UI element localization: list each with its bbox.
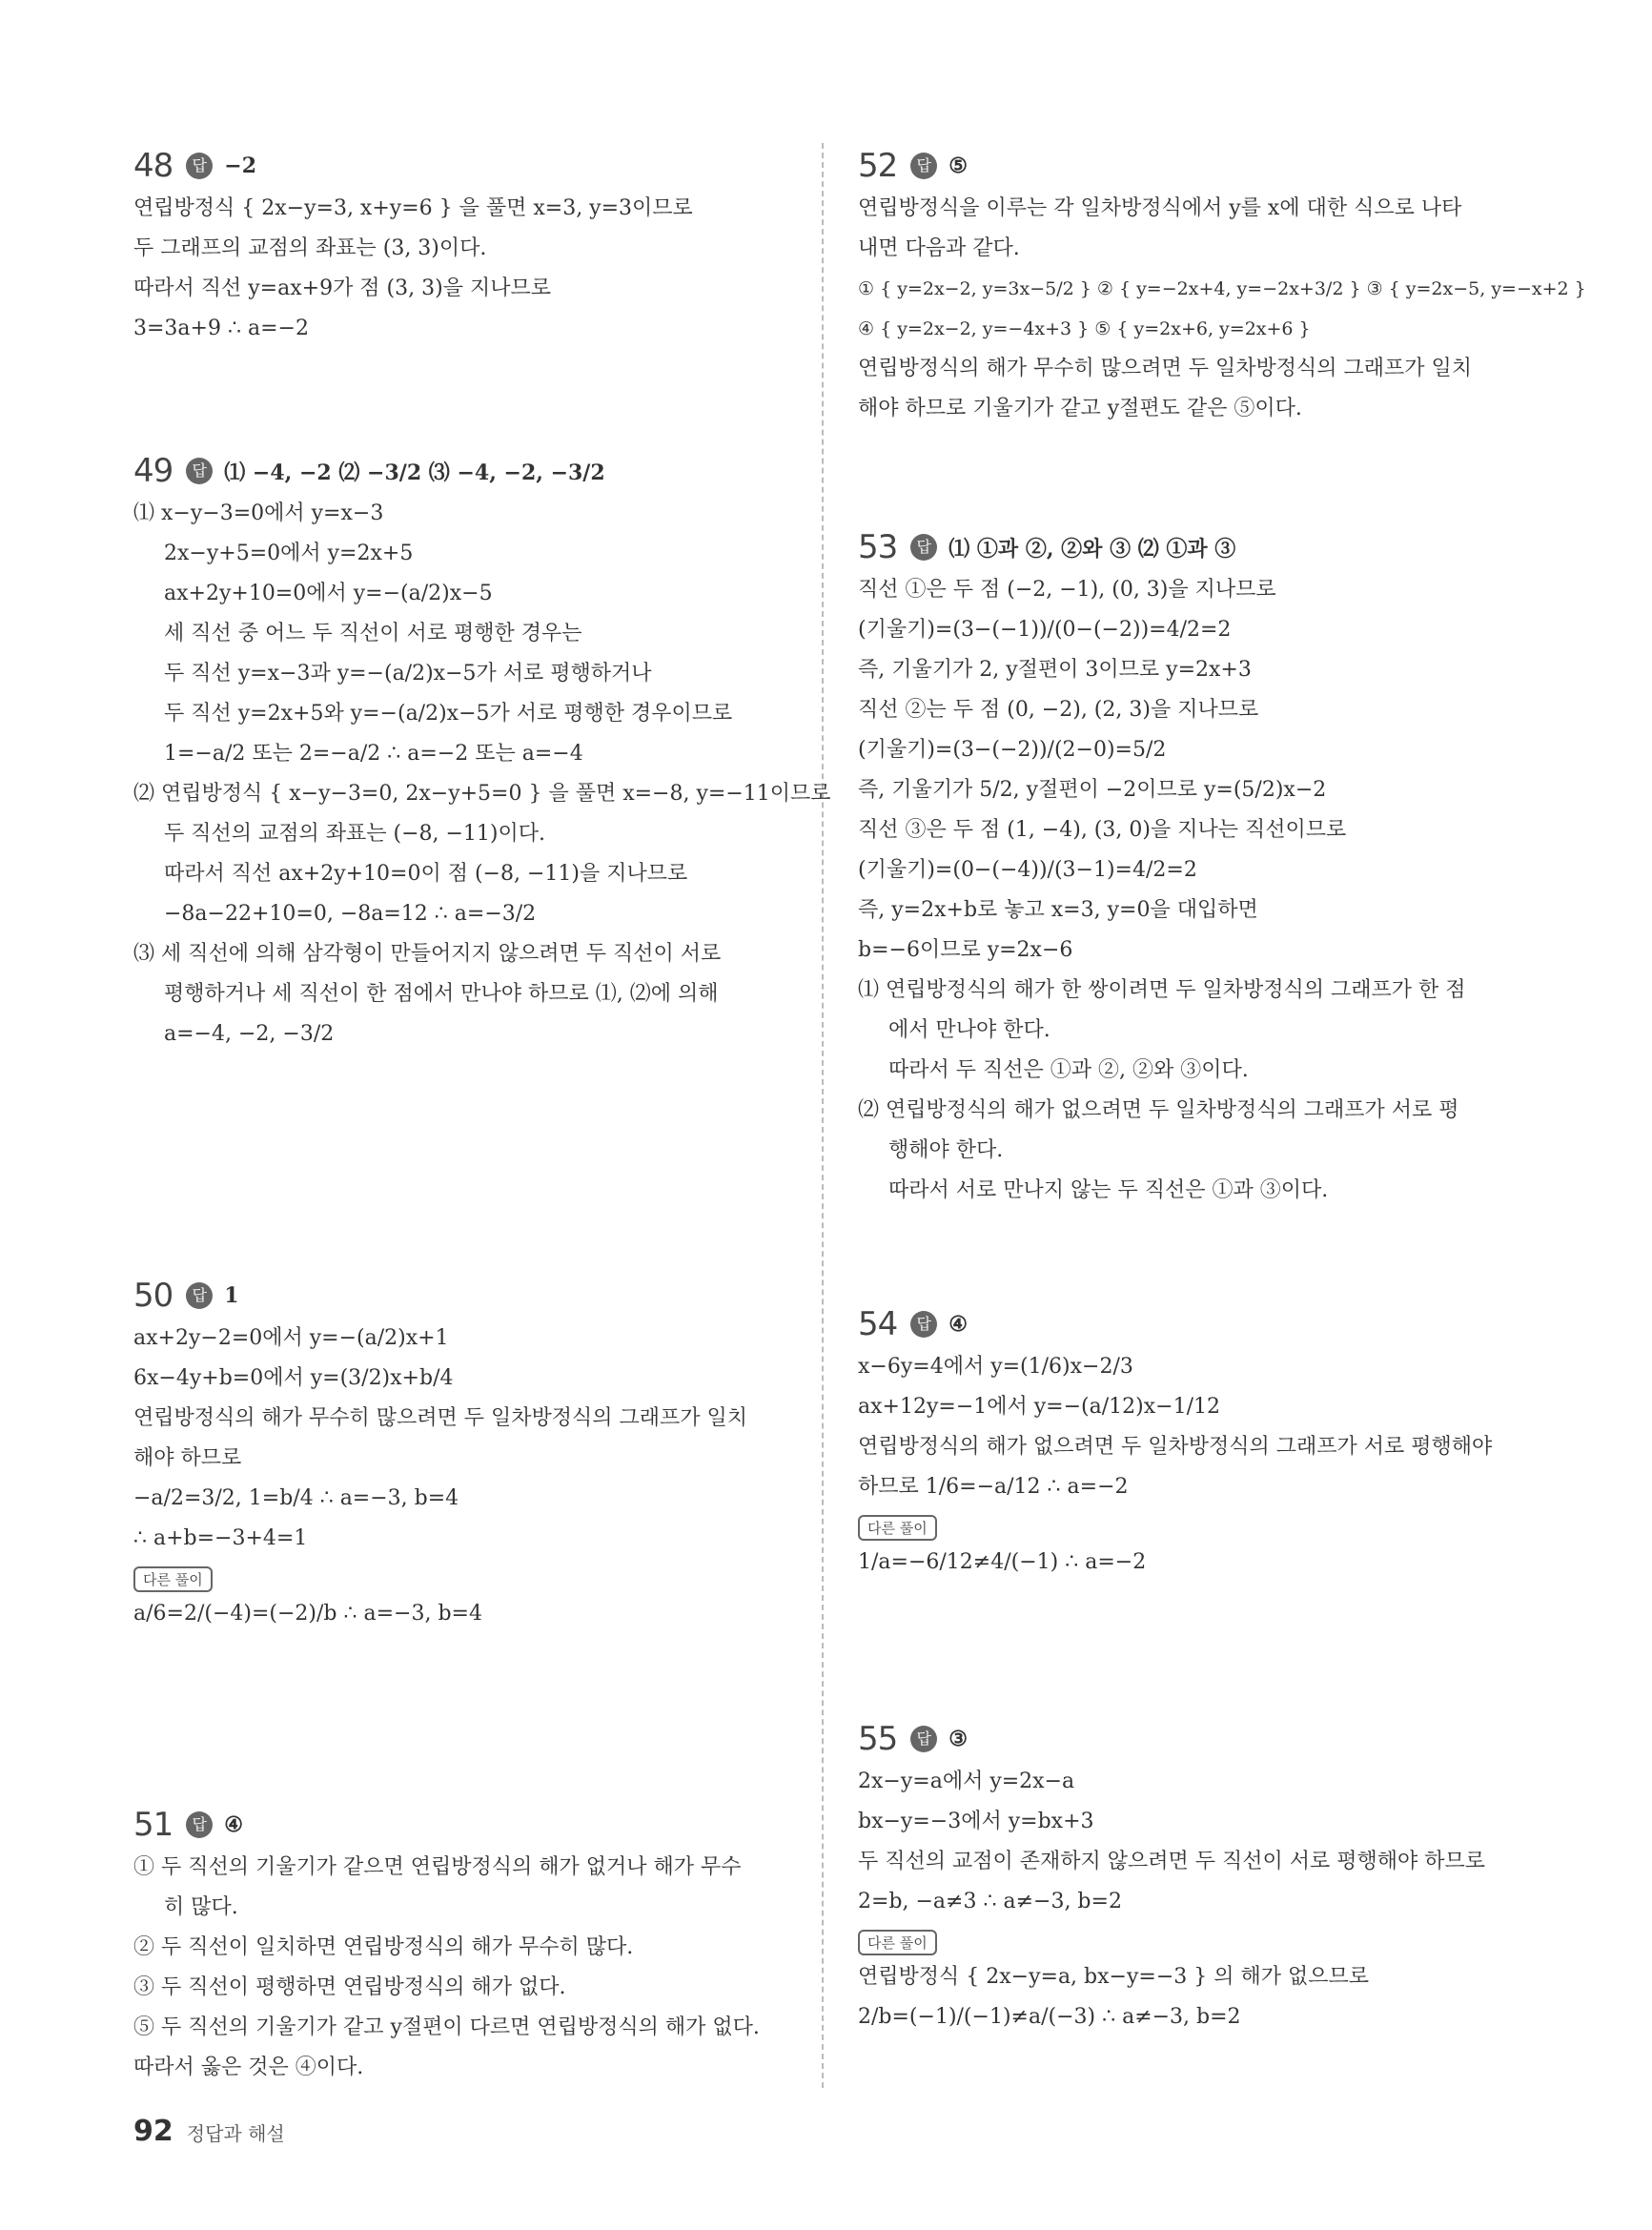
solution-line: x−6y=4에서 y=(1/6)x−2/3 [858, 1355, 1133, 1379]
solution-line: 따라서 직선 y=ax+9가 점 (3, 3)을 지나므로 [133, 276, 551, 300]
solution-line: bx−y=−3에서 y=bx+3 [858, 1810, 1094, 1833]
solution-line: 1/a=−6/12≠4/(−1) ∴ a=−2 [858, 1550, 1147, 1574]
solution-line: 6x−4y+b=0에서 y=(3/2)x+b/4 [133, 1366, 454, 1390]
solution-line: (기울기)=(0−(−4))/(3−1)=4/2=2 [858, 858, 1197, 882]
solution-line: 두 직선의 교점이 존재하지 않으려면 두 직선이 서로 평행해야 하므로 [858, 1850, 1485, 1873]
alternate-solution-label: 다른 풀이 [858, 1930, 937, 1955]
solution-line: 에서 만나야 한다. [888, 1018, 1050, 1042]
column-divider [822, 143, 824, 2088]
solution-line: 따라서 직선 ax+2y+10=0이 점 (−8, −11)을 지나므로 [164, 862, 688, 886]
solution-line: 연립방정식을 이루는 각 일차방정식에서 y를 x에 대한 식으로 나타 [858, 196, 1462, 220]
solution-line: 2x−y=a에서 y=2x−a [858, 1770, 1075, 1793]
solution-line: ⑴ 연립방정식의 해가 한 쌍이려면 두 일차방정식의 그래프가 한 점 [858, 978, 1466, 1002]
solution-line: 행해야 한다. [888, 1138, 1004, 1162]
solution-line: 연립방정식 { 2x−y=3, x+y=6 } 을 풀면 x=3, y=3이므로 [133, 196, 693, 220]
answer-badge: 답 [910, 153, 937, 179]
solution-line: ⑴ x−y−3=0에서 y=x−3 [133, 501, 384, 525]
solution-line: 직선 ①은 두 점 (−2, −1), (0, 3)을 지나므로 [858, 578, 1276, 602]
solution-line: (기울기)=(3−(−1))/(0−(−2))=4/2=2 [858, 618, 1232, 642]
solution-line: (기울기)=(3−(−2))/(2−0)=5/2 [858, 738, 1167, 762]
problem-54 [858, 1301, 1525, 1583]
solution-line: 2x−y+5=0에서 y=2x+5 [164, 542, 414, 565]
solution-line: 내면 다음과 같다. [858, 236, 1020, 260]
answer-text: ⑤ [948, 153, 968, 178]
page-footer [133, 2115, 285, 2148]
solution-line: 따라서 옳은 것은 ④이다. [133, 2056, 364, 2079]
answer-badge: 답 [910, 1726, 937, 1752]
solution-line: 2=b, −a≠3 ∴ a≠−3, b=2 [858, 1890, 1122, 1913]
solution-line: 3=3a+9 ∴ a=−2 [133, 317, 309, 340]
solution-line: 따라서 서로 만나지 않는 두 직선은 ①과 ③이다. [888, 1178, 1329, 1202]
problem-number: 49 [133, 452, 173, 490]
solution-line: 하므로 1/6=−a/12 ∴ a=−2 [858, 1475, 1129, 1499]
problem-52 [858, 143, 1586, 429]
solution-line: 히 많다. [164, 1895, 238, 1919]
solution-line: ⑵ 연립방정식의 해가 없으려면 두 일차방정식의 그래프가 서로 평 [858, 1098, 1459, 1122]
solution-line: ② 두 직선이 일치하면 연립방정식의 해가 무수히 많다. [133, 1935, 634, 1959]
problem-number: 51 [133, 1806, 173, 1844]
solution-line: 해야 하므로 기울기가 같고 y절편도 같은 ⑤이다. [858, 397, 1302, 420]
problem-number: 53 [858, 528, 898, 566]
page-number: 92 [133, 2115, 173, 2148]
answer-badge: 답 [186, 458, 213, 484]
solution-line: 해야 하므로 [133, 1446, 242, 1470]
answer-badge: 답 [186, 1282, 213, 1309]
solution-line: ① 두 직선의 기울기가 같으면 연립방정식의 해가 없거나 해가 무수 [133, 1855, 742, 1879]
solution-line: 1=−a/2 또는 2=−a/2 ∴ a=−2 또는 a=−4 [164, 742, 583, 766]
solution-line: 즉, y=2x+b로 놓고 x=3, y=0을 대입하면 [858, 898, 1258, 922]
answer-badge: 답 [910, 1311, 937, 1338]
solution-line: a=−4, −2, −3/2 [164, 1022, 335, 1046]
answer-text: −2 [224, 153, 257, 178]
solution-line: ax+2y+10=0에서 y=−(a/2)x−5 [164, 582, 493, 605]
problem-53 [858, 524, 1525, 1211]
problem-number: 48 [133, 147, 173, 185]
problem-header [133, 1802, 791, 1848]
solution-line: 즉, 기울기가 5/2, y절편이 −2이므로 y=(5/2)x−2 [858, 778, 1327, 802]
answer-text: ③ [948, 1727, 968, 1751]
solution-line: ax+12y=−1에서 y=−(a/12)x−1/12 [858, 1395, 1220, 1419]
problem-49 [133, 448, 831, 1054]
solution-line: ④ { y=2x−2, y=−4x+3 } ⑤ { y=2x+6, y=2x+6 } [858, 318, 1311, 339]
solution-line: 연립방정식 { 2x−y=a, bx−y=−3 } 의 해가 없으므로 [858, 1965, 1369, 1989]
problem-number: 54 [858, 1305, 898, 1343]
answer-text: ④ [948, 1312, 968, 1337]
answer-text: ⑴ ①과 ②, ②와 ③ ⑵ ①과 ③ [948, 536, 1236, 562]
problem-number: 52 [858, 147, 898, 185]
solution-line: 세 직선 중 어느 두 직선이 서로 평행한 경우는 [164, 622, 582, 645]
solution-line: 즉, 기울기가 2, y절편이 3이므로 y=2x+3 [858, 658, 1252, 682]
answer-text: ⑴ −4, −2 ⑵ −3/2 ⑶ −4, −2, −3/2 [224, 460, 605, 485]
page-section-title: 정답과 해설 [186, 2122, 285, 2145]
problem-header [858, 524, 1525, 570]
solution-line: 직선 ③은 두 점 (1, −4), (3, 0)을 지나는 직선이므로 [858, 818, 1347, 842]
answer-text: 1 [224, 1283, 239, 1308]
solution-line: ax+2y−2=0에서 y=−(a/2)x+1 [133, 1326, 449, 1350]
problem-header [133, 448, 791, 494]
problem-55 [858, 1716, 1525, 2037]
answer-badge: 답 [186, 153, 213, 179]
solution-line: ③ 두 직선이 평행하면 연립방정식의 해가 없다. [133, 1975, 566, 1999]
problem-header [133, 143, 791, 189]
solution-line: −a/2=3/2, 1=b/4 ∴ a=−3, b=4 [133, 1486, 459, 1510]
solution-line: 연립방정식의 해가 무수히 많으려면 두 일차방정식의 그래프가 일치 [133, 1406, 748, 1430]
solution-line: 연립방정식의 해가 없으려면 두 일차방정식의 그래프가 서로 평행해야 [858, 1435, 1493, 1459]
solution-line: 평행하거나 세 직선이 한 점에서 만나야 하므로 ⑴, ⑵에 의해 [164, 982, 719, 1006]
problem-48 [133, 143, 791, 349]
answer-text: ④ [224, 1812, 243, 1837]
solution-line: 두 직선의 교점의 좌표는 (−8, −11)이다. [164, 822, 546, 846]
solution-line: ① { y=2x−2, y=3x−5/2 } ② { y=−2x+4, y=−2x+3/2 } ③ { y=2x−5, y=−x+2 } [858, 278, 1586, 299]
problem-header [858, 143, 1525, 189]
solution-line: ∴ a+b=−3+4=1 [133, 1526, 308, 1550]
problem-50 [133, 1273, 791, 1634]
solution-line: −8a−22+10=0, −8a=12 ∴ a=−3/2 [164, 902, 537, 926]
solution-line: 직선 ②는 두 점 (0, −2), (2, 3)을 지나므로 [858, 698, 1259, 722]
solution-line: 2/b=(−1)/(−1)≠a/(−3) ∴ a≠−3, b=2 [858, 2005, 1241, 2029]
answer-badge: 답 [910, 534, 937, 561]
alternate-solution-label: 다른 풀이 [133, 1566, 213, 1592]
solution-line: 두 그래프의 교점의 좌표는 (3, 3)이다. [133, 236, 487, 260]
solution-line: 따라서 두 직선은 ①과 ②, ②와 ③이다. [888, 1058, 1249, 1082]
problem-header [858, 1716, 1525, 1762]
problem-header [133, 1273, 791, 1319]
problem-51 [133, 1802, 791, 2088]
solution-line: b=−6이므로 y=2x−6 [858, 938, 1073, 962]
alternate-solution-label: 다른 풀이 [858, 1515, 937, 1541]
solution-line: 두 직선 y=x−3과 y=−(a/2)x−5가 서로 평행하거나 [164, 662, 652, 685]
solution-line: ⑶ 세 직선에 의해 삼각형이 만들어지지 않으려면 두 직선이 서로 [133, 942, 722, 966]
problem-number: 55 [858, 1720, 898, 1758]
answer-badge: 답 [186, 1811, 213, 1838]
solution-line: 연립방정식의 해가 무수히 많으려면 두 일차방정식의 그래프가 일치 [858, 357, 1473, 380]
problem-number: 50 [133, 1277, 173, 1315]
problem-header [858, 1301, 1525, 1347]
solution-line: ⑤ 두 직선의 기울기가 같고 y절편이 다르면 연립방정식의 해가 없다. [133, 2015, 760, 2039]
solution-line: a/6=2/(−4)=(−2)/b ∴ a=−3, b=4 [133, 1602, 482, 1626]
solution-line: 두 직선 y=2x+5와 y=−(a/2)x−5가 서로 평행한 경우이므로 [164, 702, 733, 726]
solution-line: ⑵ 연립방정식 { x−y−3=0, 2x−y+5=0 } 을 풀면 x=−8, y=−11이므로 [133, 782, 831, 806]
